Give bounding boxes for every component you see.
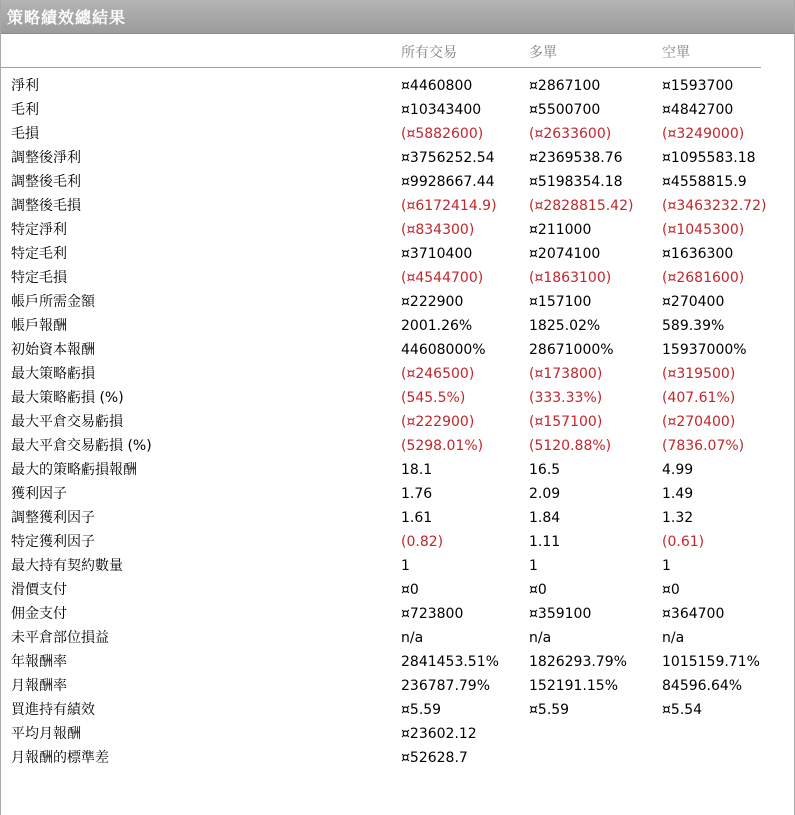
value-long: 28671000%	[529, 342, 614, 358]
value-all-trades: (545.5%)	[401, 390, 466, 406]
value-short: 15937000%	[662, 342, 747, 358]
metric-label: 特定淨利	[11, 222, 67, 238]
value-short: (¤3463232.72)	[662, 198, 767, 214]
metric-label: 年報酬率	[11, 654, 67, 670]
value-long: ¤5500700	[529, 102, 601, 118]
value-long: (¤1863100)	[529, 270, 612, 286]
table-row	[1, 290, 795, 314]
metric-label: 最大平倉交易虧損 (%)	[11, 438, 152, 454]
value-long: 152191.15%	[529, 678, 619, 694]
value-short: ¤1636300	[662, 246, 734, 262]
value-short: (7836.07%)	[662, 438, 745, 454]
value-short: (0.61)	[662, 534, 705, 550]
table-row	[1, 266, 795, 290]
value-short: (¤270400)	[662, 414, 736, 430]
table-row	[1, 218, 795, 242]
table-row	[1, 122, 795, 146]
metric-label: 調整獲利因子	[11, 510, 95, 526]
table-row	[1, 698, 795, 722]
value-short: ¤270400	[662, 294, 725, 310]
metric-label: 最大策略虧損 (%)	[11, 390, 124, 406]
column-header-short: 空單	[662, 45, 690, 61]
table-row	[1, 194, 795, 218]
value-all-trades: (¤834300)	[401, 222, 475, 238]
metric-label: 帳戶報酬	[11, 318, 67, 334]
table-row	[1, 170, 795, 194]
metric-label: 毛損	[11, 126, 39, 142]
table-row	[1, 602, 795, 626]
value-short: ¤0	[662, 582, 680, 598]
value-all-trades: ¤5.59	[401, 702, 442, 718]
metric-label: 最大平倉交易虧損	[11, 414, 123, 430]
value-all-trades: (¤222900)	[401, 414, 475, 430]
column-header-long: 多單	[529, 45, 557, 61]
table-row	[1, 530, 795, 554]
metric-label: 買進持有績效	[11, 702, 95, 718]
value-long: ¤2074100	[529, 246, 601, 262]
value-long: ¤5.59	[529, 702, 570, 718]
value-all-trades: ¤3756252.54	[401, 150, 495, 166]
value-all-trades: (¤4544700)	[401, 270, 484, 286]
value-short: (¤1045300)	[662, 222, 745, 238]
value-short: 1.32	[662, 510, 694, 526]
metric-label: 滑價支付	[11, 582, 67, 598]
value-all-trades: ¤23602.12	[401, 726, 477, 742]
metric-label: 未平倉部位損益	[11, 630, 109, 646]
table-row	[1, 722, 795, 746]
value-all-trades: 1.61	[401, 510, 433, 526]
table-row	[1, 314, 795, 338]
value-short: (¤2681600)	[662, 270, 745, 286]
value-long: ¤2867100	[529, 78, 601, 94]
value-all-trades: ¤4460800	[401, 78, 473, 94]
metric-label: 特定毛損	[11, 270, 67, 286]
panel-title-bar	[1, 0, 794, 34]
metric-label: 初始資本報酬	[11, 342, 95, 358]
value-long: (333.33%)	[529, 390, 603, 406]
value-long: 16.5	[529, 462, 561, 478]
value-long: 1	[529, 558, 538, 574]
value-short: ¤4842700	[662, 102, 734, 118]
value-long: ¤0	[529, 582, 547, 598]
value-long: (¤2633600)	[529, 126, 612, 142]
value-short: 1015159.71%	[662, 654, 760, 670]
metric-label: 特定毛利	[11, 246, 67, 262]
table-row	[1, 626, 795, 650]
value-short: 84596.64%	[662, 678, 743, 694]
value-long: 2.09	[529, 486, 561, 502]
value-long: 1.84	[529, 510, 561, 526]
metric-label: 調整後淨利	[11, 150, 81, 166]
table-row	[1, 242, 795, 266]
value-long: (¤173800)	[529, 366, 603, 382]
value-long: ¤359100	[529, 606, 592, 622]
column-header-row	[1, 34, 761, 68]
value-long: (5120.88%)	[529, 438, 612, 454]
value-long: ¤211000	[529, 222, 592, 238]
value-long: ¤5198354.18	[529, 174, 623, 190]
metric-label: 獲利因子	[11, 486, 67, 502]
value-all-trades: 1	[401, 558, 410, 574]
metric-label: 佣金支付	[11, 606, 67, 622]
value-all-trades: (5298.01%)	[401, 438, 484, 454]
value-short: (¤319500)	[662, 366, 736, 382]
value-all-trades: ¤723800	[401, 606, 464, 622]
value-all-trades: ¤9928667.44	[401, 174, 495, 190]
value-all-trades: n/a	[401, 630, 424, 646]
table-row	[1, 362, 795, 386]
table-row	[1, 434, 795, 458]
table-row	[1, 650, 795, 674]
value-short: ¤5.54	[662, 702, 703, 718]
table-row	[1, 578, 795, 602]
value-all-trades: 236787.79%	[401, 678, 491, 694]
value-all-trades: ¤222900	[401, 294, 464, 310]
value-long: (¤157100)	[529, 414, 603, 430]
value-all-trades: 18.1	[401, 462, 433, 478]
value-short: 1	[662, 558, 671, 574]
value-short: ¤364700	[662, 606, 725, 622]
table-row	[1, 338, 795, 362]
table-row	[1, 74, 795, 98]
value-short: ¤1095583.18	[662, 150, 756, 166]
metric-label: 最大持有契約數量	[11, 558, 123, 574]
value-short: ¤4558815.9	[662, 174, 747, 190]
value-all-trades: 44608000%	[401, 342, 486, 358]
metric-label: 帳戶所需金額	[11, 294, 95, 310]
column-header-all-trades: 所有交易	[401, 45, 457, 61]
value-short: ¤1593700	[662, 78, 734, 94]
metric-label: 最大的策略虧損報酬	[11, 462, 137, 478]
value-all-trades: ¤10343400	[401, 102, 482, 118]
performance-table	[1, 74, 795, 770]
table-row	[1, 146, 795, 170]
metric-label: 特定獲利因子	[11, 534, 95, 550]
value-short: 1.49	[662, 486, 694, 502]
metric-label: 調整後毛損	[11, 198, 81, 214]
value-all-trades: 2841453.51%	[401, 654, 499, 670]
table-row	[1, 506, 795, 530]
table-row	[1, 554, 795, 578]
value-all-trades: (¤246500)	[401, 366, 475, 382]
table-row	[1, 98, 795, 122]
table-row	[1, 410, 795, 434]
value-long: 1.11	[529, 534, 561, 550]
value-all-trades: (¤6172414.9)	[401, 198, 497, 214]
value-all-trades: 1.76	[401, 486, 433, 502]
metric-label: 調整後毛利	[11, 174, 81, 190]
metric-label: 最大策略虧損	[11, 366, 95, 382]
value-all-trades: ¤0	[401, 582, 419, 598]
value-long: ¤2369538.76	[529, 150, 623, 166]
value-all-trades: (0.82)	[401, 534, 444, 550]
value-all-trades: ¤52628.7	[401, 750, 468, 766]
value-short: 4.99	[662, 462, 694, 478]
value-all-trades: ¤3710400	[401, 246, 473, 262]
metric-label: 平均月報酬	[11, 726, 81, 742]
value-all-trades: (¤5882600)	[401, 126, 484, 142]
value-short: (¤3249000)	[662, 126, 745, 142]
value-short: (407.61%)	[662, 390, 736, 406]
table-row	[1, 386, 795, 410]
value-long: (¤2828815.42)	[529, 198, 634, 214]
metric-label: 毛利	[11, 102, 39, 118]
metric-label: 月報酬率	[11, 678, 67, 694]
value-long: ¤157100	[529, 294, 592, 310]
table-row	[1, 458, 795, 482]
value-long: n/a	[529, 630, 552, 646]
table-row	[1, 674, 795, 698]
value-long: 1826293.79%	[529, 654, 627, 670]
metric-label: 月報酬的標準差	[11, 750, 109, 766]
panel-title: 策略績效總結果	[7, 8, 127, 27]
table-row	[1, 746, 795, 770]
value-long: 1825.02%	[529, 318, 601, 334]
metric-label: 淨利	[11, 78, 39, 94]
table-row	[1, 482, 795, 506]
value-short: n/a	[662, 630, 685, 646]
value-short: 589.39%	[662, 318, 725, 334]
value-all-trades: 2001.26%	[401, 318, 473, 334]
